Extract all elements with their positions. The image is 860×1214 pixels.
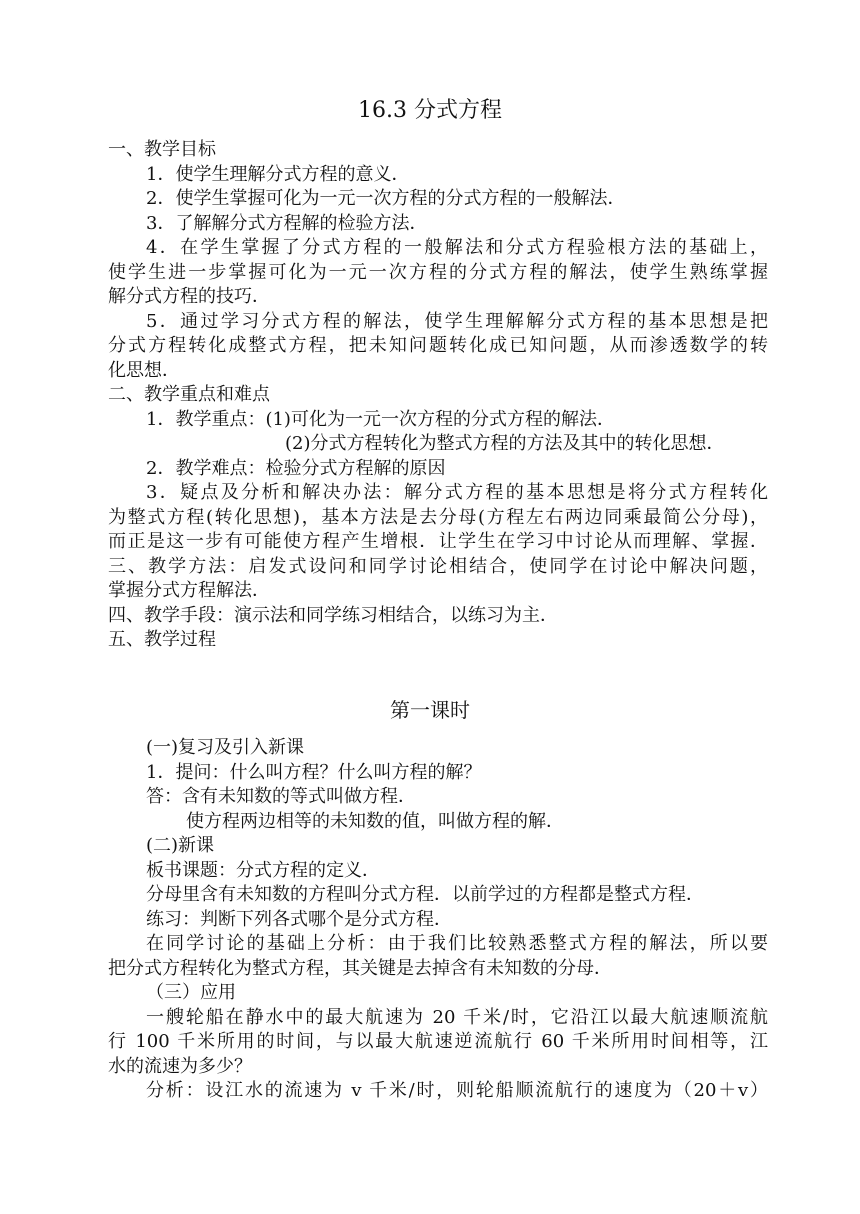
lesson-board-title: 板书课题：分式方程的定义． <box>146 859 380 881</box>
key-point-1b: (2)分式方程转化为整式方程的方法及其中的转化思想． <box>285 433 725 454</box>
key-point-3-line-2: 为整式方程(转化思想)，基本方法是去分母(方程左右两边同乘最简公分母)， <box>108 506 768 528</box>
lesson-step-new: (二)新课 <box>146 835 215 856</box>
lesson-exercise: 练习：判断下列各式哪个是分式方程． <box>146 908 452 930</box>
lesson-question: 1．提问：什么叫方程？什么叫方程的解？ <box>146 761 482 783</box>
page-title: 16.3 分式方程 <box>358 98 502 123</box>
lesson-step-application: （三）应用 <box>146 982 236 1003</box>
key-point-3-line-3: 而正是这一步有可能使方程产生增根．让学生在学习中讨论从而理解、掌握． <box>108 531 768 552</box>
lesson-answer-2: 使方程两边相等的未知数的值，叫做方程的解． <box>186 810 564 832</box>
goal-4-line-2: 使学生进一步掌握可化为一元一次方程的分式方程的解法，使学生熟练掌握 <box>108 261 768 283</box>
teaching-method-line-2: 掌握分式方程解法． <box>108 580 270 601</box>
problem-analysis: 分析：设江水的流速为 v 千米/时，则轮船顺流航行的速度为（20＋v） <box>146 1080 768 1101</box>
goal-4-line-1: 4．在学生掌握了分式方程的一般解法和分式方程验根方法的基础上， <box>146 237 768 258</box>
problem-line-1: 一艘轮船在静水中的最大航速为 20 千米/时，它沿江以最大航速顺流航 <box>146 1006 768 1028</box>
goal-5-line-1: 5．通过学习分式方程的解法，使学生理解解分式方程的基本思想是把 <box>146 310 768 332</box>
section-heading: 一、教学目标 <box>108 139 216 160</box>
key-point-1: 1．教学重点：(1)可化为一元一次方程的分式方程的解法． <box>146 408 615 430</box>
lesson-answer-1: 答：含有未知数的等式叫做方程． <box>146 786 416 807</box>
goal-5-line-3: 化思想． <box>108 359 180 381</box>
goal-1: 1．使学生理解分式方程的意义． <box>146 163 410 185</box>
lesson-content <box>108 736 768 1104</box>
teaching-method-line-1: 三、教学方法：启发式设问和同学讨论相结合，使同学在讨论中解决问题， <box>108 555 768 577</box>
lesson-analysis-line-1: 在同学讨论的基础上分析：由于我们比较熟悉整式方程的解法，所以要 <box>146 933 768 954</box>
section-teaching-goals <box>108 138 768 653</box>
key-point-3-line-1: 3．疑点及分析和解决办法：解分式方程的基本思想是将分式方程转化 <box>146 482 768 503</box>
lesson-step-review: (一)复习及引入新课 <box>146 737 305 758</box>
goal-2: 2．使学生掌握可化为一元一次方程的分式方程的一般解法． <box>146 188 626 209</box>
teaching-means: 四、教学手段：演示法和同学练习相结合，以练习为主． <box>108 604 558 626</box>
lesson-analysis-line-2: 把分式方程转化为整式方程，其关键是去掉含有未知数的分母． <box>108 957 612 979</box>
goal-3: 3．了解解分式方程解的检验方法． <box>146 212 428 234</box>
problem-line-3: 水的流速为多少？ <box>108 1055 252 1077</box>
goal-5-line-2: 分式方程转化成整式方程，把未知问题转化成已知问题，从而渗透数学的转 <box>108 335 768 356</box>
problem-line-2: 行 100 千米所用的时间，与以最大航速逆流航行 60 千米所用时间相等，江 <box>108 1031 768 1052</box>
teaching-process-heading: 五、教学过程 <box>108 629 216 650</box>
lesson-definition: 分母里含有未知数的方程叫分式方程．以前学过的方程都是整式方程． <box>146 884 704 905</box>
lesson-title: 第一课时 <box>390 698 470 722</box>
key-point-2: 2．教学难点：检验分式方程解的原因 <box>146 457 446 479</box>
section-heading: 二、教学重点和难点 <box>108 384 270 405</box>
goal-4-line-3: 解分式方程的技巧． <box>108 286 270 307</box>
